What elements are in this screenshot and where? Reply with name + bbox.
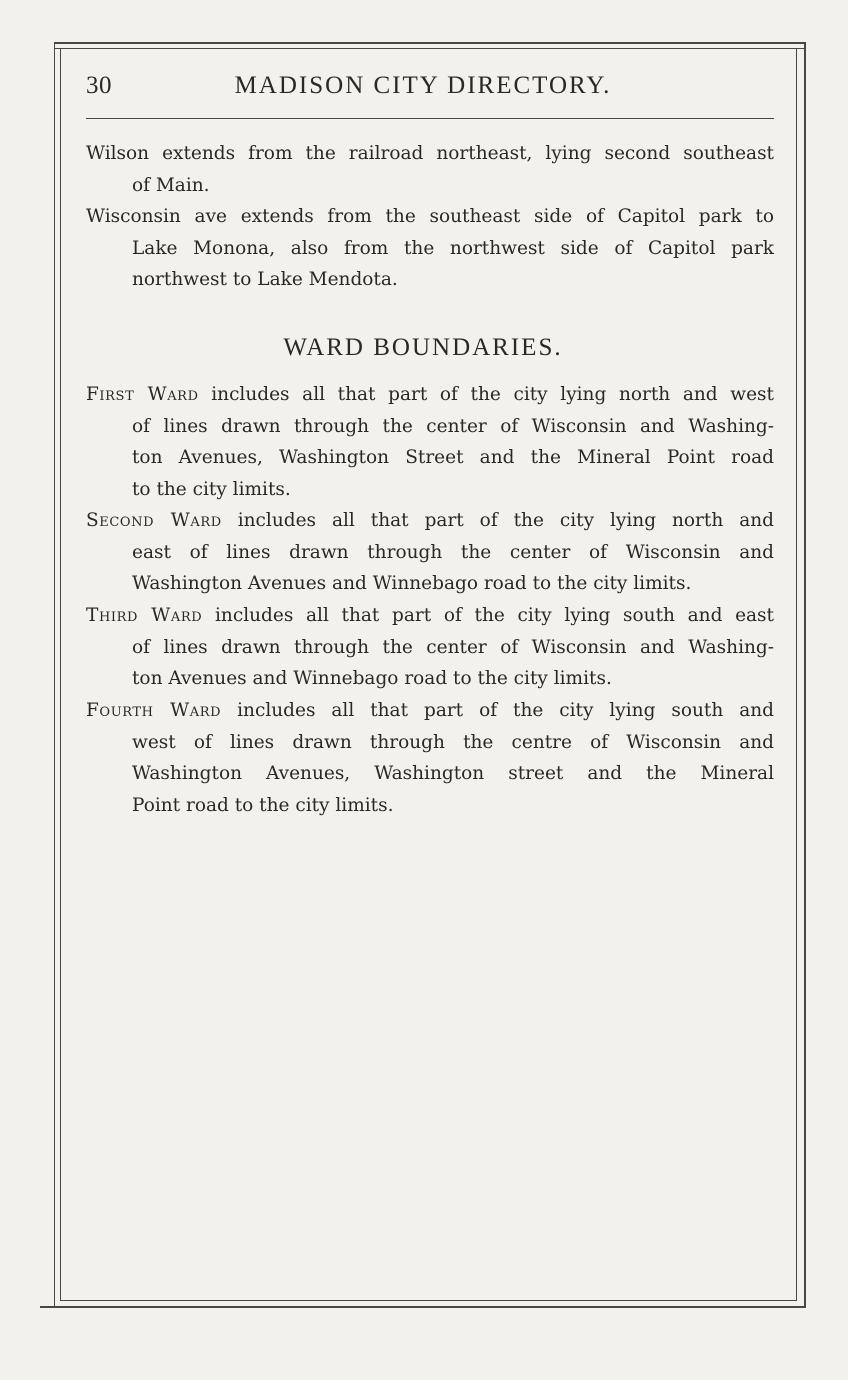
- top-border-rule: [54, 42, 806, 44]
- left-border-rule: [54, 42, 55, 1306]
- ward-entry-second: [86, 505, 774, 600]
- running-head: MADISON CITY DIRECTORY.: [234, 72, 612, 99]
- entry-line: to the city limits.: [132, 478, 291, 500]
- ward-entry-first: [86, 379, 774, 505]
- entry-line: Lake Monona, also from the northwest side of Capitol park: [132, 237, 774, 259]
- street-entry-wisconsin-ave: [86, 201, 774, 296]
- right-border-rule-inner: [796, 48, 797, 1300]
- bottom-border-rule-inner: [60, 1300, 797, 1301]
- entry-line: Wisconsin ave extends from the southeast side of Capitol park to: [86, 206, 774, 227]
- entry-line: ton Avenues, Washington Street and the Mineral Point road: [132, 447, 774, 468]
- entry-line: of lines drawn through the center of Wisconsin and Washing-: [132, 415, 774, 437]
- page-number: 30: [86, 72, 112, 99]
- entry-line: west of lines drawn through the centre of Wisconsin and: [132, 731, 774, 753]
- ward-name: First Ward: [86, 384, 199, 405]
- top-border-rule-inner: [54, 48, 806, 49]
- ward-entry-fourth: [86, 695, 774, 821]
- entry-line: Washington Avenues and Winnebago road to the city limits.: [132, 573, 692, 594]
- entry-line: Wilson extends from the railroad northeast, lying second southeast: [86, 143, 774, 164]
- entry-line: Second Ward includes all that part of the city lying north and: [86, 510, 774, 531]
- left-border-rule-inner: [60, 48, 61, 1300]
- entry-line: Washington Avenues, Washington street and the Mineral: [132, 763, 774, 784]
- ward-name: Second Ward: [86, 510, 222, 531]
- ward-name: Third Ward: [86, 605, 203, 626]
- section-title: WARD BOUNDARIES.: [283, 334, 563, 361]
- entry-line: First Ward includes all that part of the city lying north and west: [86, 384, 774, 405]
- page-header: [40, 72, 806, 112]
- entry-line: ton Avenues and Winnebago road to the city limits.: [132, 668, 612, 689]
- street-entry-wilson: [86, 138, 774, 201]
- entry-line: Point road to the city limits.: [132, 794, 394, 816]
- bottom-border-rule: [40, 1306, 806, 1308]
- entry-line: of Main.: [132, 174, 210, 196]
- entry-line: Third Ward includes all that part of the city lying south and east: [86, 605, 774, 626]
- entry-line: Fourth Ward includes all that part of the city lying south and: [86, 700, 774, 721]
- right-border-rule: [804, 42, 806, 1306]
- header-rule: [86, 118, 774, 119]
- page-frame: [40, 42, 806, 1318]
- entry-line: east of lines drawn through the center of Wisconsin and: [132, 541, 774, 563]
- entry-line: of lines drawn through the center of Wisconsin and Washing-: [132, 636, 774, 658]
- ward-name: Fourth Ward: [86, 700, 222, 721]
- entry-line: northwest to Lake Mendota.: [132, 269, 398, 290]
- ward-entry-third: [86, 600, 774, 695]
